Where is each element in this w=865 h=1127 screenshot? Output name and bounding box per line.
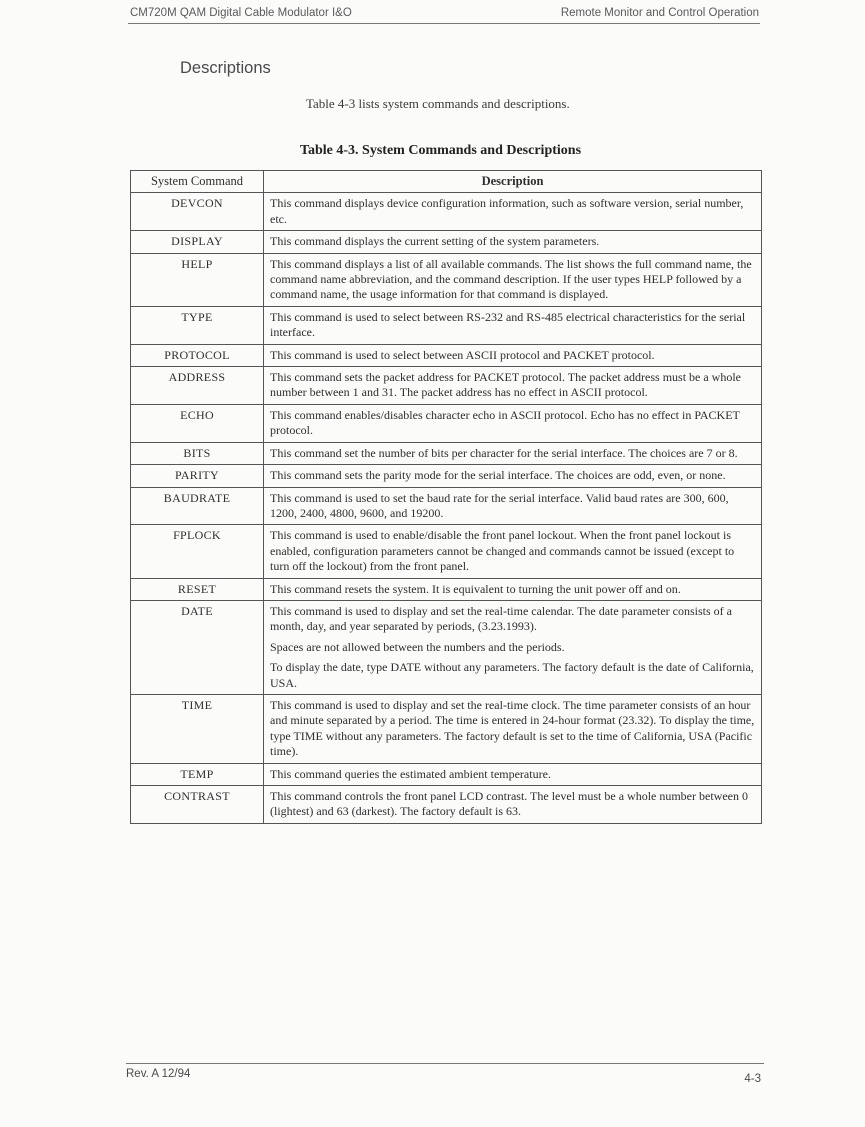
description-cell xyxy=(264,344,762,366)
table-row xyxy=(131,487,762,525)
description-cell xyxy=(264,578,762,600)
table-row xyxy=(131,253,762,306)
command-cell: CONTRAST xyxy=(131,786,264,824)
description-cell xyxy=(264,763,762,785)
table-row xyxy=(131,578,762,600)
table-row xyxy=(131,367,762,405)
description-cell xyxy=(264,367,762,405)
table-body xyxy=(131,193,762,823)
command-cell: PROTOCOL xyxy=(131,344,264,366)
description-cell xyxy=(264,487,762,525)
description-cell xyxy=(264,442,762,464)
description-paragraph: This command resets the system. It is equivalent to turning the unit power off and on. xyxy=(270,581,681,596)
running-header-title: CM720M QAM Digital Cable Modulator I&O xyxy=(130,7,352,19)
description-paragraph: This command displays a list of all available commands. The list shows the full command name, the command name abbreviation, and the command description. If the user types HELP followed by a command name, the usage information for that command is displayed. xyxy=(270,256,752,302)
system-commands-table xyxy=(130,170,762,824)
command-cell: DEVCON xyxy=(131,193,264,231)
description-paragraph: This command is used to select between ASCII protocol and PACKET protocol. xyxy=(270,347,655,362)
table-row xyxy=(131,442,762,464)
intro-text: Table 4-3 lists system commands and descriptions. xyxy=(306,96,570,111)
command-cell: BAUDRATE xyxy=(131,487,264,525)
description-paragraph: This command controls the front panel LCD contrast. The level must be a whole number between 0 (lightest) and 63 (darkest). The factory default is 63. xyxy=(270,789,748,819)
table-row xyxy=(131,786,762,824)
description-paragraph: This command is used to enable/disable the front panel lockout. When the front panel lockout is enabled, configuration parameters cannot be changed and commands cannot be issued (except to turn off the lockout) from the front panel. xyxy=(270,528,735,574)
table-row xyxy=(131,404,762,442)
table-row xyxy=(131,694,762,763)
table-row xyxy=(131,525,762,578)
description-paragraph: This command is used to display and set the real-time calendar. The date parameter consists of a month, day, and year separated by periods, (3.23.1993). xyxy=(270,603,732,634)
description-paragraph: This command queries the estimated ambient temperature. xyxy=(270,766,551,781)
description-paragraph: This command set the number of bits per character for the serial interface. The choices are 7 or 8. xyxy=(270,445,738,460)
command-cell: TIME xyxy=(131,694,264,763)
description-cell xyxy=(264,231,762,253)
description-cell xyxy=(264,465,762,487)
table-row xyxy=(131,763,762,785)
description-paragraph: This command is used to set the baud rate for the serial interface. Valid baud rates are 300, 600, 1200, 2400, 4800, 9600, and 19200. xyxy=(270,490,729,520)
table-header-row xyxy=(131,171,762,193)
description-cell xyxy=(264,404,762,442)
footer-rule xyxy=(126,1063,764,1064)
description-cell xyxy=(264,306,762,344)
description-paragraph: This command is used to select between RS-232 and RS-485 electrical characteristics for the serial interface. xyxy=(270,309,746,340)
description-paragraph: This command sets the packet address for PACKET protocol. The packet address must be a whole number between 1 and 31. The packet address has no effect in ASCII protocol. xyxy=(270,370,742,400)
footer-revision: Rev. A 12/94 xyxy=(126,1068,191,1080)
table-row xyxy=(131,306,762,344)
description-paragraph: This command enables/disables character echo in ASCII protocol. Echo has no effect in PACKET protocol. xyxy=(270,407,740,438)
command-cell: ADDRESS xyxy=(131,367,264,405)
description-cell xyxy=(264,600,762,694)
description-cell xyxy=(264,525,762,578)
header-rule xyxy=(128,23,760,24)
description-cell xyxy=(264,193,762,231)
description-paragraph: This command displays the current setting of the system parameters. xyxy=(270,234,600,249)
command-cell: TYPE xyxy=(131,306,264,344)
column-header-command: System Command xyxy=(131,171,264,193)
description-cell xyxy=(264,694,762,763)
page-number: 4-3 xyxy=(744,1073,761,1085)
description-paragraph: To display the date, type DATE without any parameters. The factory default is the date of California, USA. xyxy=(270,660,754,690)
table-row xyxy=(131,344,762,366)
description-paragraph: This command sets the parity mode for the serial interface. The choices are odd, even, or none. xyxy=(270,468,726,483)
command-cell: FPLOCK xyxy=(131,525,264,578)
command-cell: RESET xyxy=(131,578,264,600)
section-title: Descriptions xyxy=(180,59,271,77)
table-row xyxy=(131,600,762,694)
command-cell: PARITY xyxy=(131,465,264,487)
table-row xyxy=(131,465,762,487)
description-paragraph: This command displays device configuration information, such as software version, serial number, etc. xyxy=(270,196,744,226)
command-cell: DISPLAY xyxy=(131,231,264,253)
description-cell xyxy=(264,253,762,306)
command-cell: BITS xyxy=(131,442,264,464)
running-header-section: Remote Monitor and Control Operation xyxy=(560,7,759,19)
description-paragraph: This command is used to display and set the real-time clock. The time parameter consists of an hour and minute separated by a period. The time is entered in 24-hour format (23.32). To display the time, type TIME without any parameters. The factory default is set to the time of California, USA (Pacific time). xyxy=(270,697,755,759)
table-row xyxy=(131,193,762,231)
command-cell: ECHO xyxy=(131,404,264,442)
description-paragraph: Spaces are not allowed between the numbers and the periods. xyxy=(270,639,565,654)
command-cell: TEMP xyxy=(131,763,264,785)
table-caption: Table 4-3. System Commands and Descriptions xyxy=(299,143,582,158)
command-cell: HELP xyxy=(131,253,264,306)
description-cell xyxy=(264,786,762,824)
table-row xyxy=(131,231,762,253)
column-header-description: Description xyxy=(264,171,762,193)
command-cell: DATE xyxy=(131,600,264,694)
